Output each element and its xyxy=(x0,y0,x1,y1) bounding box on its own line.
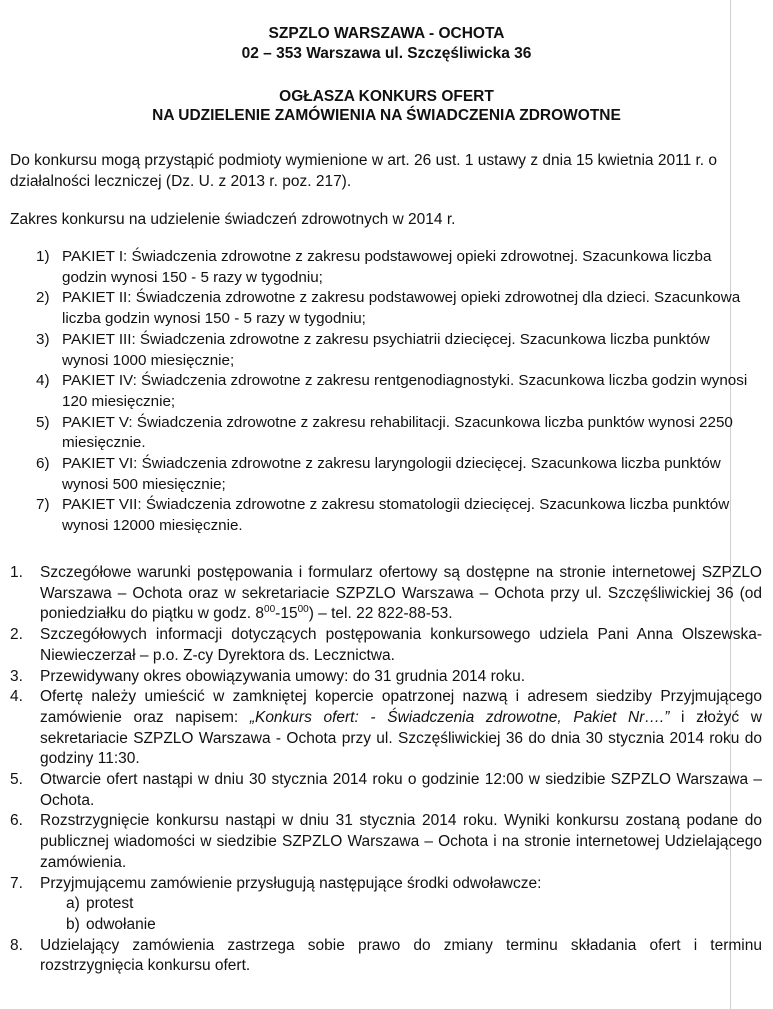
condition-item xyxy=(10,667,762,688)
time-superscript: 00 xyxy=(297,604,309,616)
package-list xyxy=(24,247,760,537)
package-number: 4) xyxy=(36,372,50,390)
package-number: 7) xyxy=(36,496,50,514)
remedy-item xyxy=(40,894,762,915)
condition-text: Rozstrzygnięcie konkursu nastąpi w dniu 31 stycznia 2014 roku. Wyniki konkursu zostaną podane do publicznej wiadomości w siedzibie SZPZLO Warszawa – Ochota i na stronie internetowej Udzielającego zamówienia. xyxy=(40,812,762,871)
package-number: 2) xyxy=(36,289,50,307)
scope-paragraph: Zakres konkursu na udzielenie świadczeń zdrowotnych w 2014 r. xyxy=(10,211,456,228)
package-text: PAKIET III: Świadczenia zdrowotne z zakresu psychiatrii dziecięcej. Szacunkowa liczba punktów wynosi 1000 miesięcznie; xyxy=(62,330,710,369)
org-address: 02 – 353 Warszawa ul. Szczęśliwicka 36 xyxy=(241,45,532,62)
time-superscript: 00 xyxy=(264,604,276,616)
org-name: SZPZLO WARSZAWA - OCHOTA xyxy=(268,25,505,42)
condition-text: Przewidywany okres obowiązywania umowy: do 31 grudnia 2014 roku. xyxy=(40,667,526,685)
package-text: PAKIET V: Świadczenia zdrowotne z zakresu rehabilitacji. Szacunkowa liczba punktów wynosi 2250 miesięcznie. xyxy=(62,413,733,452)
remedy-letter: a) xyxy=(66,895,80,913)
condition-item xyxy=(10,811,762,873)
package-item xyxy=(24,495,760,536)
remedy-item xyxy=(40,915,762,936)
condition-item xyxy=(10,563,762,625)
package-item xyxy=(24,454,760,495)
package-number: 6) xyxy=(36,455,50,473)
announcement-subtitle: NA UDZIELENIE ZAMÓWIENIA NA ŚWIADCZENIA ZDROWOTNE xyxy=(152,107,621,124)
condition-text: Przyjmującemu zamówienie przysługują następujące środki odwoławcze: xyxy=(40,874,542,892)
condition-text: Szczegółowych informacji dotyczących postępowania konkursowego udziela Pani Anna Olszewska-Niewieczerzał – p.o. Z-cy Dyrektora ds. Lecznictwa. xyxy=(40,626,762,664)
package-item xyxy=(24,371,760,412)
condition-number: 8. xyxy=(10,936,23,954)
remedy-text: protest xyxy=(86,895,134,913)
condition-number: 7. xyxy=(10,874,23,892)
remedy-text: odwołanie xyxy=(86,915,156,933)
condition-text: Ofertę należy umieścić w zamkniętej kopercie opatrzonej nazwą i adresem siedziby Przyjmującego zamówienie oraz napisem: xyxy=(40,688,762,726)
envelope-label: „Konkurs ofert: - Świadczenia zdrowotne, Pakiet Nr….” xyxy=(249,708,670,726)
condition-number: 5. xyxy=(10,771,23,789)
conditions-list xyxy=(10,563,762,977)
package-number: 3) xyxy=(36,330,50,348)
condition-number: 1. xyxy=(10,564,23,581)
package-item xyxy=(24,330,760,371)
remedy-letter: b) xyxy=(66,915,80,933)
announcement-title: OGŁASZA KONKURS OFERT xyxy=(279,88,494,105)
condition-item xyxy=(10,687,762,770)
package-item xyxy=(24,413,760,454)
package-text: PAKIET VII: Świadczenia zdrowotne z zakresu stomatologii dziecięcej. Szacunkowa liczba punktów wynosi 12000 miesięcznie. xyxy=(62,496,730,535)
condition-item xyxy=(10,874,762,936)
time-dash: -15 xyxy=(275,605,298,623)
condition-text: Szczegółowe warunki postępowania i formularz ofertowy są dostępne na stronie internetowej SZPZLO Warszawa – Ochota oraz w sekretariacie SZPZLO Warszawa – Ochota przy ul. Szczęśliwickiej 36 (od poniedziałku do piątku w godz. 8 xyxy=(40,564,762,623)
package-number: 1) xyxy=(36,248,50,265)
package-number: 5) xyxy=(36,413,50,431)
condition-text-end: i złożyć w sekretariacie SZPZLO Warszawa - Ochota przy ul. Szczęśliwickiej 36 do dnia 30 stycznia 2014 roku do godziny 11:30. xyxy=(40,708,763,768)
package-item xyxy=(24,247,760,288)
condition-number: 3. xyxy=(10,667,23,685)
condition-item xyxy=(10,625,762,666)
condition-number: 6. xyxy=(10,812,23,830)
condition-text-end: ) – tel. 22 822-88-53. xyxy=(308,605,453,623)
package-text: PAKIET IV: Świadczenia zdrowotne z zakresu rentgenodiagnostyki. Szacunkowa liczba godzin wynosi 120 miesięcznie; xyxy=(62,372,748,410)
condition-item xyxy=(10,770,762,811)
condition-number: 4. xyxy=(10,688,23,706)
eligibility-paragraph: Do konkursu mogą przystąpić podmioty wymienione w art. 26 ust. 1 ustawy z dnia 15 kwietnia 2011 r. o działalności leczniczej (Dz. U. z 2013 r. poz. 217). xyxy=(10,152,718,190)
package-item xyxy=(24,288,760,329)
condition-text: Otwarcie ofert nastąpi w dniu 30 stycznia 2014 roku o godzinie 12:00 w siedzibie SZPZLO Warszawa – Ochota. xyxy=(40,771,762,809)
package-text: PAKIET II: Świadczenia zdrowotne z zakresu podstawowej opieki zdrowotnej dla dzieci. Szacunkowa liczba godzin wynosi 150 - 5 razy w tygodniu; xyxy=(62,289,741,328)
condition-number: 2. xyxy=(10,626,23,644)
condition-item xyxy=(10,936,762,977)
condition-text: Udzielający zamówienia zastrzega sobie prawo do zmiany terminu składania ofert i terminu rozstrzygnięcia konkursu ofert. xyxy=(40,936,762,975)
package-text: PAKIET VI: Świadczenia zdrowotne z zakresu laryngologii dziecięcej. Szacunkowa liczba punktów wynosi 500 miesięcznie; xyxy=(62,455,721,493)
package-text: PAKIET I: Świadczenia zdrowotne z zakresu podstawowej opieki zdrowotnej. Szacunkowa liczba godzin wynosi 150 - 5 razy w tygodniu; xyxy=(62,248,712,286)
